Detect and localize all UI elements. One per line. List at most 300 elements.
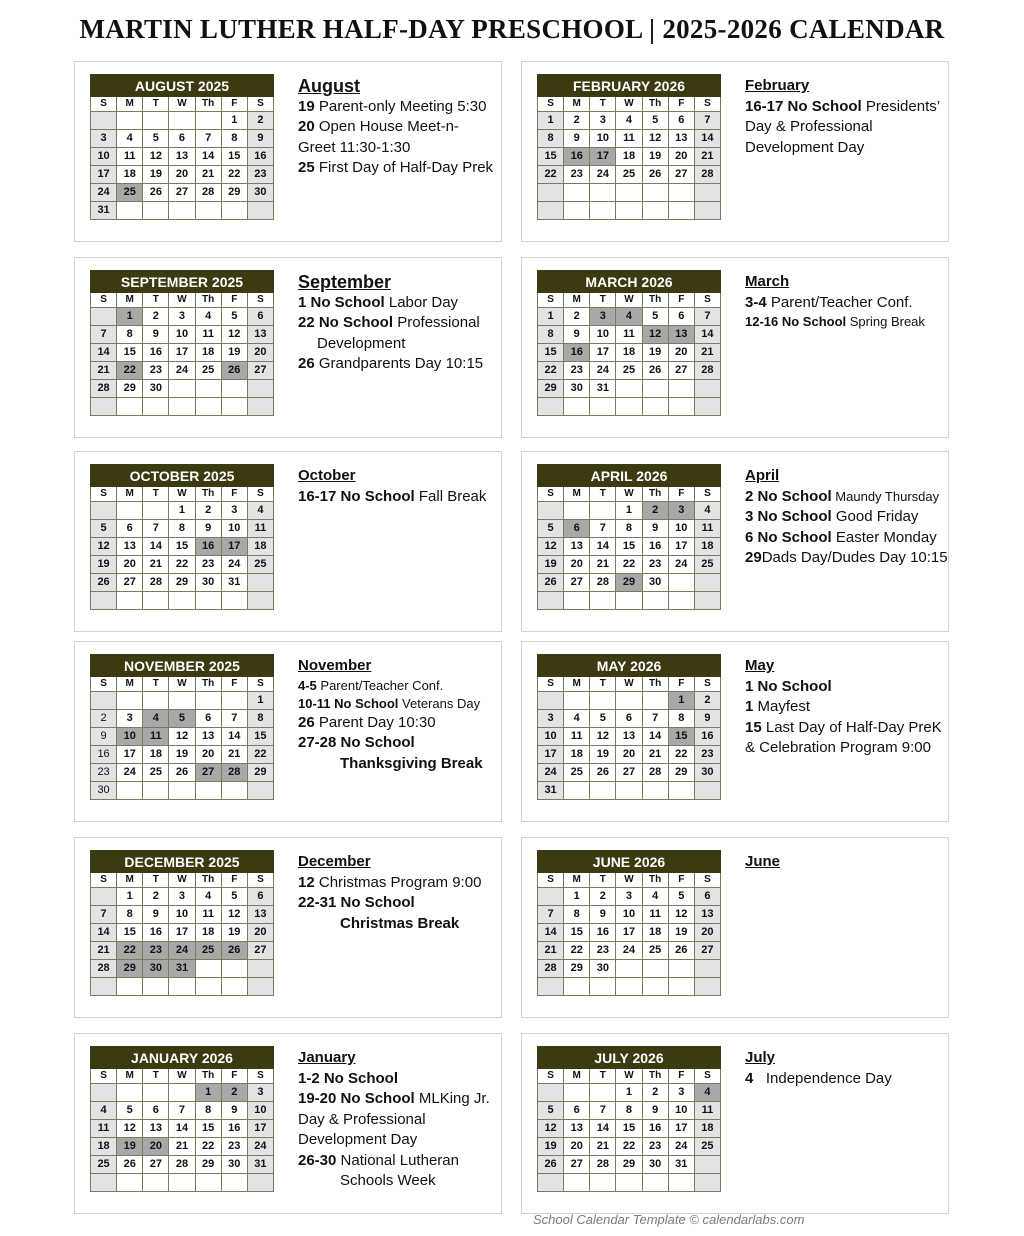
event-line: [298, 1171, 498, 1192]
day-cell: 24: [117, 764, 143, 782]
day-cell: 26: [221, 362, 247, 380]
weekday-label: S: [247, 873, 273, 888]
day-cell: 15: [221, 148, 247, 166]
empty-day-cell: [143, 398, 169, 416]
empty-day-cell: [694, 380, 720, 398]
empty-day-cell: [694, 202, 720, 220]
events-heading: March: [745, 273, 790, 290]
day-cell: 2: [642, 502, 668, 520]
day-cell: 1: [247, 692, 273, 710]
day-cell: 14: [642, 728, 668, 746]
day-cell: 25: [195, 362, 221, 380]
month-calendar: [90, 850, 274, 996]
empty-day-cell: [143, 202, 169, 220]
event-date: 4-5: [298, 677, 317, 693]
weekday-label: Th: [195, 487, 221, 502]
event-line: [745, 507, 945, 528]
event-text: Labor Day: [384, 293, 459, 311]
day-cell: 28: [590, 574, 616, 592]
day-cell: 3: [668, 1084, 694, 1102]
events-heading: January: [298, 1049, 356, 1066]
empty-day-cell: [169, 112, 195, 130]
day-cell: 6: [564, 520, 590, 538]
event-text: Greet 11:30-1:30: [298, 138, 411, 156]
weekday-label: M: [564, 293, 590, 308]
weekday-label: F: [221, 487, 247, 502]
day-cell: 2: [590, 888, 616, 906]
day-cell: 29: [117, 380, 143, 398]
empty-day-cell: [564, 782, 590, 800]
weekday-label: W: [169, 1069, 195, 1084]
month-events: [298, 852, 498, 934]
empty-day-cell: [616, 960, 642, 978]
day-cell: 20: [247, 344, 273, 362]
event-text: Open House Meet-n-: [314, 118, 459, 135]
empty-day-cell: [247, 978, 273, 996]
event-text: Parent-only Meeting 5:30: [314, 97, 487, 115]
event-line: [298, 97, 498, 118]
month-header: OCTOBER 2025: [91, 465, 274, 487]
day-cell: 28: [694, 166, 720, 184]
day-cell: 30: [221, 1156, 247, 1174]
day-cell: 22: [169, 556, 195, 574]
day-cell: 21: [169, 1138, 195, 1156]
day-cell: 1: [117, 888, 143, 906]
weekday-label: W: [169, 677, 195, 692]
day-cell: 16: [247, 148, 273, 166]
day-cell: 11: [642, 906, 668, 924]
day-cell: 2: [247, 112, 273, 130]
day-cell: 21: [590, 556, 616, 574]
empty-day-cell: [538, 398, 564, 416]
empty-day-cell: [538, 1174, 564, 1192]
day-cell: 3: [221, 502, 247, 520]
day-cell: 22: [221, 166, 247, 184]
day-cell: 23: [642, 1138, 668, 1156]
day-cell: 5: [143, 130, 169, 148]
day-cell: 5: [642, 308, 668, 326]
event-text: MLKing Jr.: [414, 1090, 490, 1107]
empty-day-cell: [117, 1084, 143, 1102]
day-cell: 29: [117, 960, 143, 978]
day-cell: 11: [616, 326, 642, 344]
weekday-label: Th: [195, 873, 221, 888]
day-cell: 23: [564, 166, 590, 184]
empty-day-cell: [590, 978, 616, 996]
day-cell: 22: [668, 746, 694, 764]
weekday-label: M: [564, 97, 590, 112]
day-cell: 27: [169, 184, 195, 202]
day-cell: 19: [642, 344, 668, 362]
empty-day-cell: [564, 502, 590, 520]
weekday-label: M: [564, 487, 590, 502]
day-cell: 6: [564, 1102, 590, 1120]
weekday-label: S: [538, 873, 564, 888]
empty-day-cell: [247, 398, 273, 416]
empty-day-cell: [564, 398, 590, 416]
day-cell: 17: [668, 1120, 694, 1138]
day-cell: 25: [616, 362, 642, 380]
day-cell: 10: [668, 520, 694, 538]
day-cell: 24: [91, 184, 117, 202]
day-cell: 11: [91, 1120, 117, 1138]
month-events: [298, 272, 498, 375]
day-cell: 17: [668, 538, 694, 556]
empty-day-cell: [143, 978, 169, 996]
empty-day-cell: [169, 1174, 195, 1192]
day-cell: 1: [538, 308, 564, 326]
day-cell: 18: [195, 924, 221, 942]
day-cell: 21: [221, 746, 247, 764]
weekday-label: M: [564, 873, 590, 888]
event-line: [298, 873, 498, 894]
day-cell: 25: [195, 942, 221, 960]
day-cell: 5: [590, 710, 616, 728]
day-cell: 31: [169, 960, 195, 978]
event-text: Day & Professional: [298, 1110, 426, 1128]
day-cell: 23: [143, 942, 169, 960]
day-cell: 28: [143, 574, 169, 592]
day-cell: 22: [616, 556, 642, 574]
day-cell: 16: [694, 728, 720, 746]
weekday-label: S: [247, 97, 273, 112]
empty-day-cell: [694, 574, 720, 592]
month-panel-january-2026: [74, 1033, 502, 1214]
weekday-label: S: [538, 293, 564, 308]
empty-day-cell: [616, 1174, 642, 1192]
event-date: 20: [298, 118, 315, 135]
day-cell: 3: [117, 710, 143, 728]
day-cell: 20: [169, 166, 195, 184]
empty-day-cell: [538, 692, 564, 710]
day-cell: 5: [538, 520, 564, 538]
day-cell: 13: [143, 1120, 169, 1138]
empty-day-cell: [694, 1156, 720, 1174]
day-cell: 4: [616, 112, 642, 130]
day-cell: 17: [221, 538, 247, 556]
day-cell: 26: [642, 166, 668, 184]
day-cell: 11: [616, 130, 642, 148]
day-cell: 24: [221, 556, 247, 574]
day-cell: 10: [169, 906, 195, 924]
empty-day-cell: [668, 592, 694, 610]
events-heading: December: [298, 853, 371, 870]
day-cell: 10: [668, 1102, 694, 1120]
day-cell: 9: [642, 1102, 668, 1120]
weekday-label: M: [117, 97, 143, 112]
day-cell: 18: [642, 924, 668, 942]
day-cell: 31: [590, 380, 616, 398]
day-cell: 5: [117, 1102, 143, 1120]
day-cell: 26: [538, 1156, 564, 1174]
day-cell: 19: [143, 166, 169, 184]
empty-day-cell: [91, 398, 117, 416]
empty-day-cell: [195, 202, 221, 220]
footer-credit: School Calendar Template © calendarlabs.com: [533, 1212, 805, 1227]
day-cell: 16: [642, 1120, 668, 1138]
empty-day-cell: [694, 398, 720, 416]
empty-day-cell: [538, 978, 564, 996]
day-cell: 25: [117, 184, 143, 202]
event-line: [298, 293, 498, 314]
empty-day-cell: [642, 380, 668, 398]
day-cell: 18: [117, 166, 143, 184]
day-cell: 7: [169, 1102, 195, 1120]
event-date: 2 No School: [745, 487, 832, 505]
empty-day-cell: [564, 202, 590, 220]
day-cell: 2: [221, 1084, 247, 1102]
day-cell: 14: [221, 728, 247, 746]
empty-day-cell: [221, 1174, 247, 1192]
day-cell: 1: [195, 1084, 221, 1102]
day-cell: 17: [247, 1120, 273, 1138]
day-cell: 19: [117, 1138, 143, 1156]
day-cell: 16: [221, 1120, 247, 1138]
month-calendar: [537, 850, 721, 996]
month-calendar: [537, 654, 721, 800]
day-cell: 17: [538, 746, 564, 764]
event-date: 10-11 No School: [298, 695, 399, 711]
empty-day-cell: [247, 960, 273, 978]
day-cell: 4: [117, 130, 143, 148]
weekday-label: M: [117, 293, 143, 308]
day-cell: 29: [564, 960, 590, 978]
day-cell: 12: [538, 538, 564, 556]
empty-day-cell: [668, 782, 694, 800]
empty-day-cell: [117, 202, 143, 220]
day-cell: 13: [117, 538, 143, 556]
day-cell: 4: [642, 888, 668, 906]
empty-day-cell: [169, 1084, 195, 1102]
day-cell: 23: [143, 362, 169, 380]
event-line: [745, 738, 945, 759]
day-cell: 6: [247, 308, 273, 326]
event-line: [745, 548, 948, 569]
month-calendar: [90, 74, 274, 220]
day-cell: 13: [668, 130, 694, 148]
day-cell: 11: [694, 1102, 720, 1120]
day-cell: 29: [247, 764, 273, 782]
day-cell: 17: [169, 924, 195, 942]
month-calendar: [537, 464, 721, 610]
weekday-label: T: [143, 873, 169, 888]
event-date: 16-17 No School: [745, 97, 862, 115]
event-date: 1: [745, 698, 754, 715]
day-cell: 4: [195, 888, 221, 906]
day-cell: 3: [590, 308, 616, 326]
event-line: [298, 1110, 498, 1131]
event-line: [298, 487, 498, 508]
empty-day-cell: [590, 184, 616, 202]
day-cell: 19: [642, 148, 668, 166]
event-text: National Lutheran: [336, 1151, 459, 1169]
day-cell: 21: [642, 746, 668, 764]
day-cell: 29: [169, 574, 195, 592]
day-cell: 22: [117, 942, 143, 960]
day-cell: 24: [590, 166, 616, 184]
event-text: Presidents’: [861, 97, 941, 115]
event-text: Development Day: [298, 1131, 418, 1148]
event-line: [298, 1089, 498, 1110]
day-cell: 31: [91, 202, 117, 220]
day-cell: 7: [694, 308, 720, 326]
day-cell: 3: [247, 1084, 273, 1102]
day-cell: 23: [195, 556, 221, 574]
empty-day-cell: [117, 692, 143, 710]
weekday-label: F: [668, 1069, 694, 1084]
empty-day-cell: [143, 692, 169, 710]
empty-day-cell: [642, 978, 668, 996]
day-cell: 3: [169, 308, 195, 326]
day-cell: 23: [247, 166, 273, 184]
weekday-label: T: [143, 1069, 169, 1084]
day-cell: 22: [195, 1138, 221, 1156]
day-cell: 28: [91, 380, 117, 398]
day-cell: 9: [564, 326, 590, 344]
day-cell: 26: [538, 574, 564, 592]
event-line: [298, 117, 498, 138]
day-cell: 2: [694, 692, 720, 710]
empty-day-cell: [195, 782, 221, 800]
event-date: 3-4: [745, 293, 767, 311]
day-cell: 27: [247, 362, 273, 380]
month-calendar: [90, 464, 274, 610]
event-date: 19: [298, 97, 315, 115]
month-panel-august-2025: [74, 61, 502, 242]
weekday-label: F: [668, 293, 694, 308]
empty-day-cell: [590, 202, 616, 220]
day-cell: 13: [247, 326, 273, 344]
empty-day-cell: [538, 184, 564, 202]
empty-day-cell: [169, 978, 195, 996]
day-cell: 12: [221, 906, 247, 924]
empty-day-cell: [616, 692, 642, 710]
event-date: 12-16 No School: [745, 314, 847, 329]
day-cell: 20: [616, 746, 642, 764]
event-date: Thanksgiving Break: [340, 754, 483, 772]
weekday-label: Th: [642, 1069, 668, 1084]
weekday-label: T: [143, 487, 169, 502]
day-cell: 30: [195, 574, 221, 592]
event-text: Maundy Thursday: [831, 488, 940, 504]
empty-day-cell: [590, 782, 616, 800]
day-cell: 10: [169, 326, 195, 344]
empty-day-cell: [538, 202, 564, 220]
empty-day-cell: [221, 592, 247, 610]
events-heading: May: [745, 657, 775, 674]
day-cell: 8: [221, 130, 247, 148]
day-cell: 25: [694, 1138, 720, 1156]
day-cell: 10: [590, 326, 616, 344]
day-cell: 15: [564, 924, 590, 942]
day-cell: 16: [564, 148, 590, 166]
day-cell: 1: [564, 888, 590, 906]
day-cell: 18: [247, 538, 273, 556]
empty-day-cell: [668, 380, 694, 398]
event-text: Grandparents Day 10:15: [314, 355, 484, 372]
day-cell: 9: [143, 326, 169, 344]
day-cell: 13: [564, 1120, 590, 1138]
day-cell: 4: [564, 710, 590, 728]
weekday-label: Th: [195, 293, 221, 308]
day-cell: 12: [538, 1120, 564, 1138]
day-cell: 13: [247, 906, 273, 924]
weekday-label: S: [538, 487, 564, 502]
empty-day-cell: [221, 380, 247, 398]
weekday-label: W: [616, 487, 642, 502]
empty-day-cell: [221, 978, 247, 996]
day-cell: 22: [616, 1138, 642, 1156]
day-cell: 9: [91, 728, 117, 746]
day-cell: 30: [590, 960, 616, 978]
day-cell: 23: [91, 764, 117, 782]
weekday-label: W: [616, 873, 642, 888]
empty-day-cell: [91, 592, 117, 610]
day-cell: 26: [91, 574, 117, 592]
day-cell: 6: [694, 888, 720, 906]
empty-day-cell: [247, 202, 273, 220]
day-cell: 20: [564, 556, 590, 574]
empty-day-cell: [564, 978, 590, 996]
event-text: Good Friday: [831, 508, 919, 525]
month-events: [745, 852, 945, 873]
empty-day-cell: [91, 308, 117, 326]
day-cell: 24: [668, 1138, 694, 1156]
day-cell: 28: [221, 764, 247, 782]
day-cell: 4: [694, 502, 720, 520]
empty-day-cell: [169, 782, 195, 800]
day-cell: 25: [91, 1156, 117, 1174]
day-cell: 6: [195, 710, 221, 728]
day-cell: 13: [195, 728, 221, 746]
day-cell: 21: [590, 1138, 616, 1156]
empty-day-cell: [221, 692, 247, 710]
empty-day-cell: [564, 692, 590, 710]
event-text: Parent Day 10:30: [314, 713, 436, 731]
day-cell: 24: [169, 362, 195, 380]
empty-day-cell: [117, 398, 143, 416]
day-cell: 24: [247, 1138, 273, 1156]
day-cell: 26: [143, 184, 169, 202]
day-cell: 18: [195, 344, 221, 362]
day-cell: 6: [117, 520, 143, 538]
day-cell: 25: [616, 166, 642, 184]
event-text: Easter Monday: [831, 528, 937, 546]
day-cell: 8: [564, 906, 590, 924]
events-heading: November: [298, 657, 372, 674]
day-cell: 20: [143, 1138, 169, 1156]
weekday-label: M: [117, 873, 143, 888]
weekday-label: Th: [195, 677, 221, 692]
weekday-label: M: [117, 487, 143, 502]
empty-day-cell: [117, 502, 143, 520]
day-cell: 31: [668, 1156, 694, 1174]
month-panel-march-2026: [521, 257, 949, 438]
day-cell: 13: [564, 538, 590, 556]
day-cell: 23: [221, 1138, 247, 1156]
weekday-label: F: [221, 293, 247, 308]
empty-day-cell: [169, 380, 195, 398]
event-date: 12: [298, 873, 315, 891]
empty-day-cell: [195, 398, 221, 416]
empty-day-cell: [668, 184, 694, 202]
day-cell: 24: [538, 764, 564, 782]
empty-day-cell: [642, 202, 668, 220]
empty-day-cell: [169, 398, 195, 416]
day-cell: 31: [221, 574, 247, 592]
event-text: Dads Day/Dudes Day 10:15: [761, 549, 948, 566]
weekday-label: Th: [195, 97, 221, 112]
